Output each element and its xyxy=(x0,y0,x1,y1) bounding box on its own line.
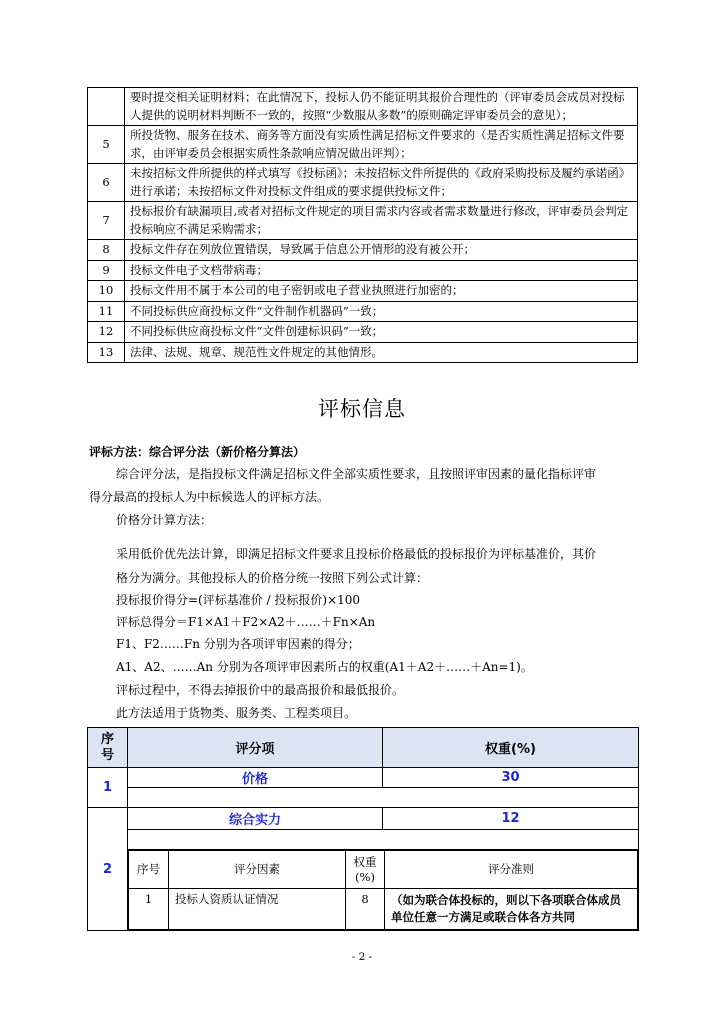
criteria-number xyxy=(88,88,125,126)
page-number: - 2 - xyxy=(351,951,373,963)
paragraph-line: 价格分计算方法： xyxy=(116,513,213,527)
paragraph-line: 格分为满分。其他投标人的价格分统一按照下列公式计算： xyxy=(116,571,429,585)
criteria-number: 8 xyxy=(88,240,125,261)
criteria-number: 10 xyxy=(88,281,125,302)
criteria-number: 13 xyxy=(88,342,125,363)
criteria-row xyxy=(88,202,638,240)
criteria-text: 法律、法规、规章、规范性文件规定的其他情形。 xyxy=(125,342,638,363)
criteria-number: 11 xyxy=(88,301,125,322)
criteria-text: 不同投标供应商投标文件“文件创建标识码”一致； xyxy=(125,322,638,343)
col-no-header: 序号 xyxy=(88,728,128,768)
criteria-row xyxy=(88,342,638,363)
col-weight-header: 权重(%) xyxy=(383,728,639,768)
criteria-number: 12 xyxy=(88,322,125,343)
row-spacer xyxy=(128,830,639,850)
paragraph-line: 此方法适用于货物类、服务类、工程类项目。 xyxy=(116,706,357,720)
criteria-text: 投标文件电子文档带病毒； xyxy=(125,260,638,281)
row-spacer xyxy=(128,788,639,808)
formula-line: 评标总得分＝F1×A1＋F2×A2＋……＋Fn×An xyxy=(116,615,376,629)
criteria-row xyxy=(88,126,638,164)
row-no: 1 xyxy=(88,768,128,808)
criteria-text: 所投货物、服务在技术、商务等方面没有实质性满足招标文件要求的（是否实质性满足招标文件要求，由评审委员会根据实质性条款响应情况做出评判）； xyxy=(125,126,638,164)
row-weight: 30 xyxy=(383,768,639,788)
criteria-text: 要时提交相关证明材料；在此情况下，投标人仍不能证明其报价合理性的（评审委员会成员对投标人提供的说明材料判断不一致的，按照“少数服从多数”的原则确定评审委员会的意见）； xyxy=(125,88,638,126)
criteria-row xyxy=(88,240,638,261)
paragraph-line: 采用低价优先法计算，即满足招标文件要求且投标价格最低的投标报价为评标基准价，其价 xyxy=(116,547,597,561)
sub-col-weight: 权重(%) xyxy=(346,851,385,889)
row-weight: 12 xyxy=(383,808,639,830)
criteria-number: 7 xyxy=(88,202,125,240)
formula-line: 投标报价得分=(评标基准价 / 投标报价)×100 xyxy=(116,593,361,607)
sub-col-factor: 评分因素 xyxy=(169,851,346,889)
paragraph-line: 评标过程中，不得去掉报价中的最高报价和最低报价。 xyxy=(116,683,405,697)
criteria-text: 投标文件用不属于本公司的电子密钥或电子营业执照进行加密的； xyxy=(125,281,638,302)
criteria-number: 5 xyxy=(88,126,125,164)
criteria-number: 9 xyxy=(88,260,125,281)
sub-row-rule: （如为联合体投标的，则以下各项联合体成员单位任意一方满足或联合体各方共同 xyxy=(385,889,638,930)
criteria-number: 6 xyxy=(88,164,125,202)
criteria-text: 未按招标文件所提供的样式填写《投标函》；未按招标文件所提供的《政府采购投标及履约承诺函》进行承诺；未按招标文件对投标文件组成的要求提供投标文件； xyxy=(125,164,638,202)
sub-col-no: 序号 xyxy=(129,851,169,889)
formula-line: F1、F2……Fn 分别为各项评审因素的得分； xyxy=(116,637,360,651)
sub-col-rule: 评分准则 xyxy=(385,851,638,889)
sub-table-cell xyxy=(128,850,639,931)
sub-row-factor: 投标人资质认证情况 xyxy=(169,889,346,930)
evaluation-method-title: 评标方法：综合评分法（新价格分算法） xyxy=(89,445,306,459)
rejection-criteria-table xyxy=(87,87,638,363)
criteria-text: 投标报价有缺漏项目,或者对招标文件规定的项目需求内容或者需求数量进行修改，评审委员会判定投标响应不满足采购需求； xyxy=(125,202,638,240)
section-title: 评标信息 xyxy=(318,397,406,421)
criteria-row xyxy=(88,260,638,281)
criteria-row xyxy=(88,281,638,302)
paragraph-line: 综合评分法，是指投标文件满足招标文件全部实质性要求，且按照评审因素的量化指标评审 xyxy=(116,467,597,481)
row-item: 价格 xyxy=(128,768,383,788)
criteria-row xyxy=(88,88,638,126)
sub-row-weight: 8 xyxy=(346,889,385,930)
formula-line: A1、A2、……An 分别为各项评审因素所占的权重(A1＋A2＋……＋An=1)。 xyxy=(116,660,533,674)
paragraph-line: 得分最高的投标人为中标候选人的评标方法。 xyxy=(89,490,330,504)
criteria-text: 投标文件存在列放位置错误，导致属于信息公开情形的没有被公开； xyxy=(125,240,638,261)
score-table xyxy=(87,727,639,931)
criteria-row xyxy=(88,164,638,202)
col-item-header: 评分项 xyxy=(128,728,383,768)
criteria-row xyxy=(88,322,638,343)
criteria-row xyxy=(88,301,638,322)
criteria-text: 不同投标供应商投标文件“文件制作机器码”一致； xyxy=(125,301,638,322)
sub-row-no: 1 xyxy=(129,889,169,930)
row-no: 2 xyxy=(88,808,128,931)
row-item: 综合实力 xyxy=(128,808,383,830)
scoring-factor-table xyxy=(128,850,638,930)
